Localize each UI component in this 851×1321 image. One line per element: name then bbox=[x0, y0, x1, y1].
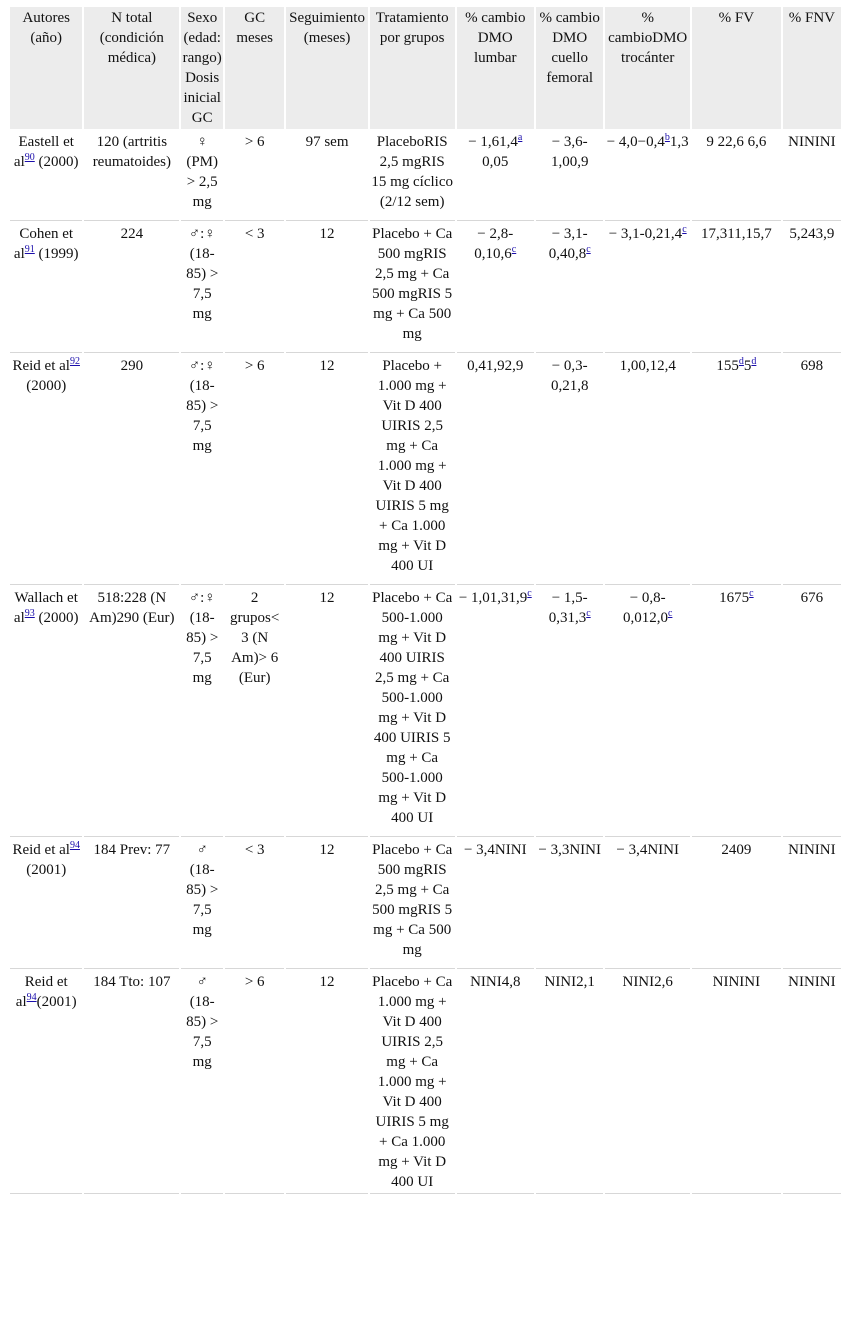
cell-text: (1999) bbox=[34, 246, 79, 262]
femoral-cell bbox=[536, 971, 603, 1194]
lumbar-cell bbox=[457, 971, 535, 1194]
sex-cell bbox=[181, 131, 223, 221]
n-cell bbox=[84, 131, 179, 221]
cell-text: NININI bbox=[788, 974, 836, 990]
cell-text: − 0,3-0,21,8 bbox=[550, 358, 589, 394]
header-cell: Seguimiento (meses) bbox=[286, 7, 368, 129]
femoral-cell bbox=[536, 223, 603, 353]
cell-text: 184 Prev: 77 bbox=[93, 842, 171, 858]
cell-text: − 1,61,4 bbox=[468, 134, 518, 150]
cell-text: − 1,01,31,9 bbox=[458, 590, 528, 606]
n-cell bbox=[84, 971, 179, 1194]
cell-text: 676 bbox=[800, 590, 824, 606]
reference-link[interactable]: c bbox=[667, 608, 673, 619]
follow-cell bbox=[286, 971, 368, 1194]
cell-text: 2 grupos< 3 (N Am)> 6 (Eur) bbox=[230, 590, 280, 686]
troc-cell bbox=[605, 355, 690, 585]
cell-text: − 3,4NINI bbox=[463, 842, 527, 858]
troc-cell bbox=[605, 971, 690, 1194]
reference-link[interactable]: 91 bbox=[24, 244, 35, 255]
cell-text: ♂ (18-85) > 7,5 mg bbox=[186, 842, 219, 938]
cell-text: 698 bbox=[800, 358, 824, 374]
header-cell: % cambio DMO cuello femoral bbox=[536, 7, 603, 129]
cell-text: (2000) bbox=[34, 154, 79, 170]
cell-text: Placebo + 1.000 mg + Vit D 400 UIRIS 2,5 mg + Ca 1.000 mg + Vit D 400 UIRIS 5 mg + Ca 1.000 mg + Vit D 400 UI bbox=[375, 358, 449, 574]
cell-text: ♂:♀ (18-85) > 7,5 mg bbox=[186, 358, 219, 454]
cell-text: 12 bbox=[319, 358, 335, 374]
reference-link[interactable]: a bbox=[517, 132, 523, 143]
cell-text: 518:228 (N Am)290 (Eur) bbox=[89, 590, 175, 626]
n-cell bbox=[84, 839, 179, 969]
cell-text: Placebo + Ca 500 mgRIS 2,5 mg + Ca 500 mgRIS 5 mg + Ca 500 mg bbox=[372, 842, 453, 958]
sex-cell bbox=[181, 971, 223, 1194]
gc-cell bbox=[225, 587, 284, 837]
authors-cell bbox=[10, 223, 82, 353]
sex-cell bbox=[181, 355, 223, 585]
femoral-cell bbox=[536, 131, 603, 221]
treatment-cell bbox=[370, 355, 455, 585]
fnv-cell bbox=[783, 971, 841, 1194]
table-row bbox=[10, 587, 841, 837]
n-cell bbox=[84, 355, 179, 585]
reference-link[interactable]: 92 bbox=[69, 356, 80, 367]
fv-cell bbox=[692, 131, 781, 221]
cell-text: Reid et al bbox=[12, 842, 70, 858]
cell-text: PlaceboRIS 2,5 mgRIS 15 mg cíclico (2/12 sem) bbox=[371, 134, 454, 210]
cell-text: > 6 bbox=[244, 134, 265, 150]
cell-text: − 3,1-0,21,4 bbox=[608, 226, 683, 242]
fnv-cell bbox=[783, 131, 841, 221]
femoral-cell bbox=[536, 587, 603, 837]
cell-text: NININI bbox=[712, 974, 761, 990]
treatment-cell bbox=[370, 131, 455, 221]
fnv-cell bbox=[783, 223, 841, 353]
cell-text: 1,3 bbox=[669, 134, 689, 150]
cell-text: 224 bbox=[120, 226, 144, 242]
gc-cell bbox=[225, 839, 284, 969]
cell-text: ♂:♀ (18-85) > 7,5 mg bbox=[186, 226, 219, 322]
cell-text: Reid et al bbox=[15, 974, 68, 1010]
reference-link[interactable]: c bbox=[586, 608, 591, 619]
cell-text: Eastell et al bbox=[13, 134, 74, 170]
cell-text: < 3 bbox=[244, 226, 265, 242]
femoral-cell bbox=[536, 839, 603, 969]
femoral-cell bbox=[536, 355, 603, 585]
lumbar-cell bbox=[457, 587, 535, 837]
cell-text: Placebo + Ca 1.000 mg + Vit D 400 UIRIS 2,5 mg + Ca 1.000 mg + Vit D 400 UIRIS 5 mg + Ca 1.000 mg + Vit D 400 UI bbox=[372, 974, 453, 1190]
cell-text: (2001) bbox=[36, 994, 77, 1010]
cell-text: NININI bbox=[788, 134, 836, 150]
cell-text: − 2,8-0,10,6 bbox=[474, 226, 514, 262]
cell-text: 9 22,6 6,6 bbox=[706, 134, 767, 150]
follow-cell bbox=[286, 587, 368, 837]
fnv-cell bbox=[783, 355, 841, 585]
gc-cell bbox=[225, 131, 284, 221]
cell-text: 290 bbox=[120, 358, 144, 374]
fv-cell bbox=[692, 971, 781, 1194]
cell-text: NININI bbox=[788, 842, 836, 858]
reference-link[interactable]: 94 bbox=[69, 840, 80, 851]
cell-text: 2409 bbox=[721, 842, 752, 858]
fv-cell bbox=[692, 839, 781, 969]
fv-cell bbox=[692, 587, 781, 837]
header-cell: Tratamiento por grupos bbox=[370, 7, 455, 129]
fnv-cell bbox=[783, 587, 841, 837]
cell-text: 0,05 bbox=[482, 154, 509, 170]
cell-text: − 3,6-1,00,9 bbox=[550, 134, 589, 170]
table-row bbox=[10, 839, 841, 969]
reference-link[interactable]: d bbox=[738, 356, 744, 367]
cell-text: (2000) bbox=[34, 610, 79, 626]
cell-text: − 0,8-0,012,0 bbox=[622, 590, 668, 626]
gc-cell bbox=[225, 971, 284, 1194]
header-cell: % cambio DMO lumbar bbox=[457, 7, 535, 129]
header-cell: Autores (año) bbox=[10, 7, 82, 129]
fv-cell bbox=[692, 223, 781, 353]
reference-link[interactable]: 93 bbox=[24, 608, 35, 619]
reference-link[interactable]: c bbox=[527, 588, 532, 599]
sex-cell bbox=[181, 223, 223, 353]
treatment-cell bbox=[370, 587, 455, 837]
treatment-cell bbox=[370, 971, 455, 1194]
cell-text: Wallach et al bbox=[13, 590, 78, 626]
troc-cell bbox=[605, 839, 690, 969]
authors-cell bbox=[10, 587, 82, 837]
reference-link[interactable]: 90 bbox=[24, 152, 35, 163]
authors-cell bbox=[10, 839, 82, 969]
cell-text: Placebo + Ca 500 mgRIS 2,5 mg + Ca 500 mgRIS 5 mg + Ca 500 mg bbox=[372, 226, 453, 342]
troc-cell bbox=[605, 223, 690, 353]
table-row bbox=[10, 131, 841, 221]
cell-text: 1675 bbox=[719, 590, 750, 606]
cell-text: Placebo + Ca 500-1.000 mg + Vit D 400 UIRIS 2,5 mg + Ca 500-1.000 mg + Vit D 400 UIRIS 5 mg + Ca 500-1.000 mg + Vit D 400 UI bbox=[372, 590, 453, 826]
cell-text: − 3,1-0,40,8 bbox=[548, 226, 588, 262]
reference-link[interactable]: 94 bbox=[26, 992, 37, 1003]
troc-cell bbox=[605, 587, 690, 837]
sex-cell bbox=[181, 839, 223, 969]
cell-text: 1,00,12,4 bbox=[619, 358, 676, 374]
cell-text: 12 bbox=[319, 226, 335, 242]
header-cell: GC meses bbox=[225, 7, 284, 129]
cell-text: − 3,4NINI bbox=[616, 842, 679, 858]
n-cell bbox=[84, 587, 179, 837]
cell-text: > 6 bbox=[244, 358, 265, 374]
cell-text: 155 bbox=[716, 358, 739, 374]
authors-cell bbox=[10, 971, 82, 1194]
authors-cell bbox=[10, 355, 82, 585]
reference-link[interactable]: c bbox=[586, 244, 591, 255]
reference-link[interactable]: d bbox=[751, 356, 757, 367]
table-row bbox=[10, 971, 841, 1194]
reference-link[interactable]: c bbox=[749, 588, 754, 599]
cell-text: 17,311,15,7 bbox=[701, 226, 772, 242]
cell-text: NINI2,1 bbox=[544, 974, 595, 990]
cell-text: > 6 bbox=[244, 974, 265, 990]
cell-text: − 1,5-0,31,3 bbox=[548, 590, 588, 626]
lumbar-cell bbox=[457, 131, 535, 221]
table-row bbox=[10, 223, 841, 353]
cell-text: 12 bbox=[319, 974, 335, 990]
reference-link[interactable]: c bbox=[682, 224, 687, 235]
cell-text: NINI2,6 bbox=[622, 974, 673, 990]
lumbar-cell bbox=[457, 839, 535, 969]
header-cell: Sexo (edad: rango) Dosis inicial GC bbox=[181, 7, 223, 129]
header-cell: N total (condición médica) bbox=[84, 7, 179, 129]
header-cell: % cambioDMO trocánter bbox=[605, 7, 690, 129]
cell-text: 5 bbox=[743, 358, 752, 374]
reference-link[interactable]: c bbox=[511, 244, 517, 255]
cell-text: Reid et al bbox=[12, 358, 70, 374]
n-cell bbox=[84, 223, 179, 353]
cell-text: < 3 bbox=[244, 842, 265, 858]
cell-text: ♂:♀ (18-85) > 7,5 mg bbox=[186, 590, 219, 686]
cell-text: 120 (artritis reumatoides) bbox=[92, 134, 171, 170]
treatment-cell bbox=[370, 839, 455, 969]
gc-cell bbox=[225, 355, 284, 585]
header-cell: % FV bbox=[692, 7, 781, 129]
lumbar-cell bbox=[457, 223, 535, 353]
follow-cell bbox=[286, 223, 368, 353]
table-row bbox=[10, 355, 841, 585]
troc-cell bbox=[605, 131, 690, 221]
results-table bbox=[8, 5, 843, 1196]
fnv-cell bbox=[783, 839, 841, 969]
follow-cell bbox=[286, 131, 368, 221]
cell-text: 184 Tto: 107 bbox=[93, 974, 171, 990]
reference-link[interactable]: b bbox=[664, 132, 670, 143]
cell-text: ♀ (PM) > 2,5 mg bbox=[186, 134, 219, 210]
cell-text: − 3,3NINI bbox=[538, 842, 601, 858]
treatment-cell bbox=[370, 223, 455, 353]
lumbar-cell bbox=[457, 355, 535, 585]
cell-text: 5,243,9 bbox=[789, 226, 835, 242]
cell-text: (2001) bbox=[26, 862, 67, 878]
cell-text: 12 bbox=[319, 842, 335, 858]
follow-cell bbox=[286, 839, 368, 969]
header-row bbox=[10, 7, 841, 129]
cell-text: 12 bbox=[319, 590, 335, 606]
cell-text: Cohen et al bbox=[13, 226, 74, 262]
gc-cell bbox=[225, 223, 284, 353]
cell-text: 97 sem bbox=[305, 134, 349, 150]
fv-cell bbox=[692, 355, 781, 585]
follow-cell bbox=[286, 355, 368, 585]
cell-text: NINI4,8 bbox=[470, 974, 521, 990]
cell-text: (2000) bbox=[26, 378, 67, 394]
authors-cell bbox=[10, 131, 82, 221]
header-cell: % FNV bbox=[783, 7, 841, 129]
sex-cell bbox=[181, 587, 223, 837]
cell-text: 0,41,92,9 bbox=[467, 358, 524, 374]
cell-text: − 4,0−0,4 bbox=[606, 134, 665, 150]
cell-text: ♂ (18-85) > 7,5 mg bbox=[186, 974, 219, 1070]
